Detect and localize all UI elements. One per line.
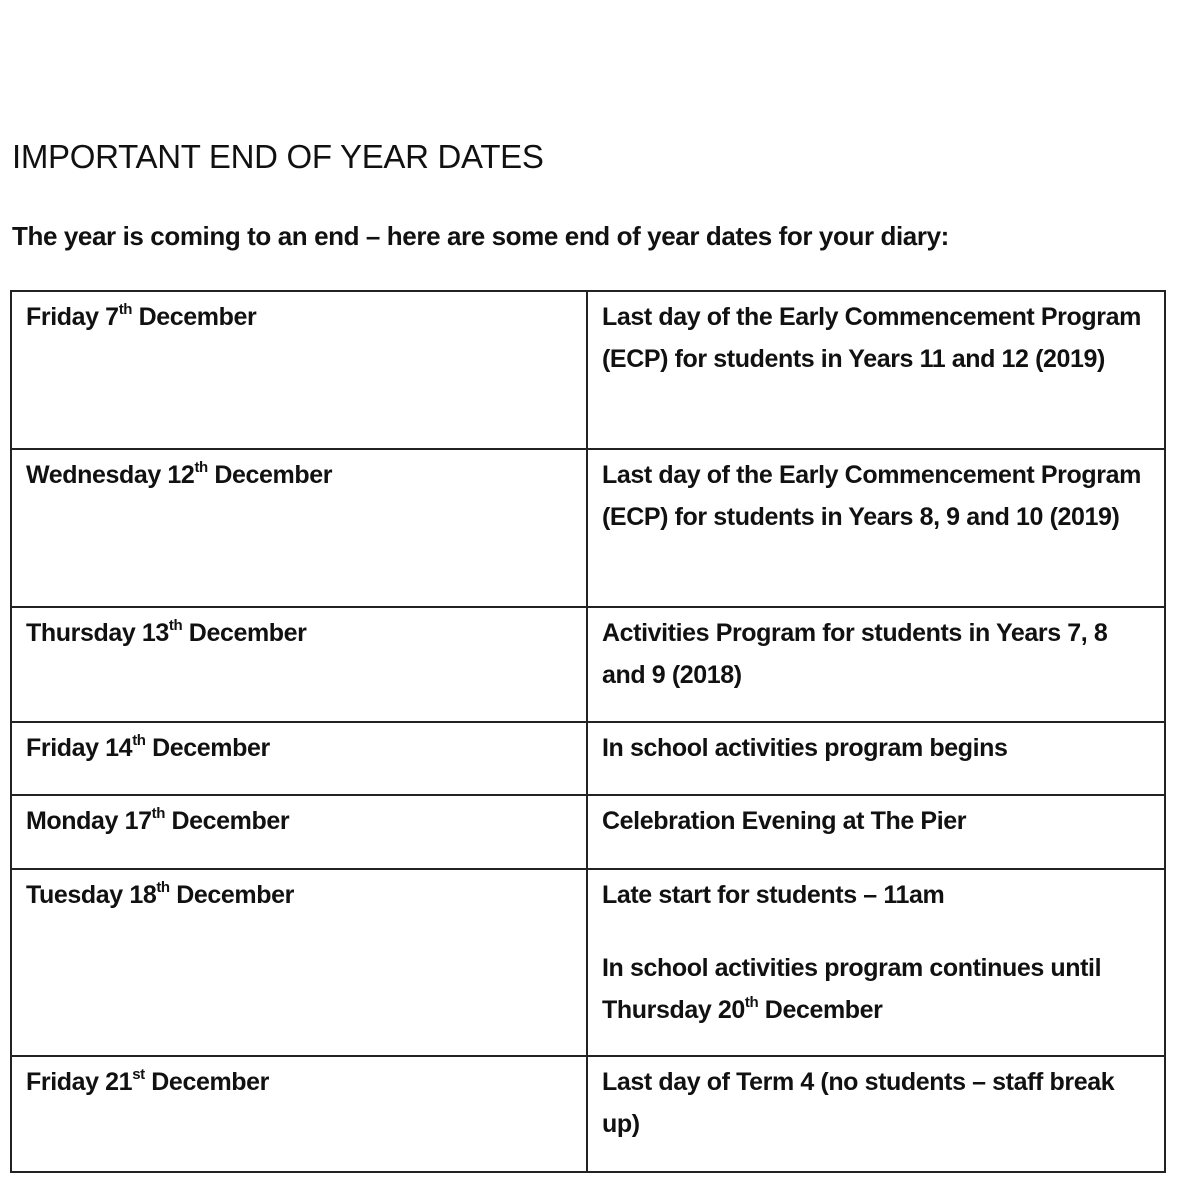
table-row <box>11 795 1165 869</box>
event-cell <box>587 449 1165 607</box>
date-cell <box>11 722 587 795</box>
date-month: December <box>152 734 270 762</box>
date-suffix: th <box>118 300 133 318</box>
table-row <box>11 869 1165 1056</box>
intro-text: The year is coming to an end – here are some end of year dates for your diary: <box>12 221 949 251</box>
date-suffix: st <box>132 1065 145 1083</box>
event-date-suffix: th <box>744 993 759 1011</box>
event-text-main: In school activities program continues until Thursday 20 <box>602 954 1102 1024</box>
date-suffix: th <box>151 804 165 822</box>
event-date-month: December <box>764 996 883 1024</box>
event-text: Last day of Term 4 (no students – staff break up) <box>602 1068 1115 1138</box>
date-month: December <box>176 881 294 909</box>
date-day: Friday 21 <box>26 1068 133 1096</box>
paragraph-gap <box>602 916 1150 947</box>
date-month: December <box>138 303 257 331</box>
event-text: Celebration Evening at The Pier <box>602 807 967 835</box>
date-day: Tuesday 18 <box>26 881 157 909</box>
date-cell <box>11 449 587 607</box>
date-suffix: th <box>156 878 170 896</box>
event-text: Last day of the Early Commencement Program (ECP) for students in Years 8, 9 and 10 (2019) <box>602 461 1141 531</box>
date-cell <box>11 1056 587 1172</box>
event-cell <box>587 795 1165 869</box>
event-text: Activities Program for students in Years 7, 8 and 9 (2018) <box>602 619 1108 689</box>
date-day: Monday 17 <box>26 807 152 835</box>
date-day: Wednesday 12 <box>26 461 195 489</box>
page-title: IMPORTANT END OF YEAR DATES <box>12 138 544 175</box>
date-month: December <box>171 807 290 835</box>
date-month: December <box>188 619 307 647</box>
date-suffix: th <box>168 616 183 634</box>
event-cell <box>587 1056 1165 1172</box>
event-cell <box>587 291 1165 449</box>
event-text: In school activities program begins <box>602 734 1008 762</box>
table-row <box>11 449 1165 607</box>
table-row <box>11 607 1165 722</box>
date-suffix: th <box>132 731 146 749</box>
table-row <box>11 1056 1165 1172</box>
event-cell <box>587 607 1165 722</box>
date-month: December <box>214 461 333 489</box>
date-cell <box>11 607 587 722</box>
date-day: Friday 7 <box>26 303 119 331</box>
date-day: Thursday 13 <box>26 619 169 647</box>
event-text-continued <box>602 947 1150 1031</box>
dates-table <box>10 290 1166 1173</box>
date-cell <box>11 291 587 449</box>
date-cell <box>11 869 587 1056</box>
table-row <box>11 722 1165 795</box>
event-cell <box>587 869 1165 1056</box>
date-day: Friday 14 <box>26 734 133 762</box>
event-cell <box>587 722 1165 795</box>
table-row <box>11 291 1165 449</box>
event-text: Late start for students – 11am <box>602 881 945 909</box>
event-text: Last day of the Early Commencement Program (ECP) for students in Years 11 and 12 (2019) <box>602 303 1141 373</box>
date-month: December <box>151 1068 269 1096</box>
date-cell <box>11 795 587 869</box>
date-suffix: th <box>194 458 208 476</box>
